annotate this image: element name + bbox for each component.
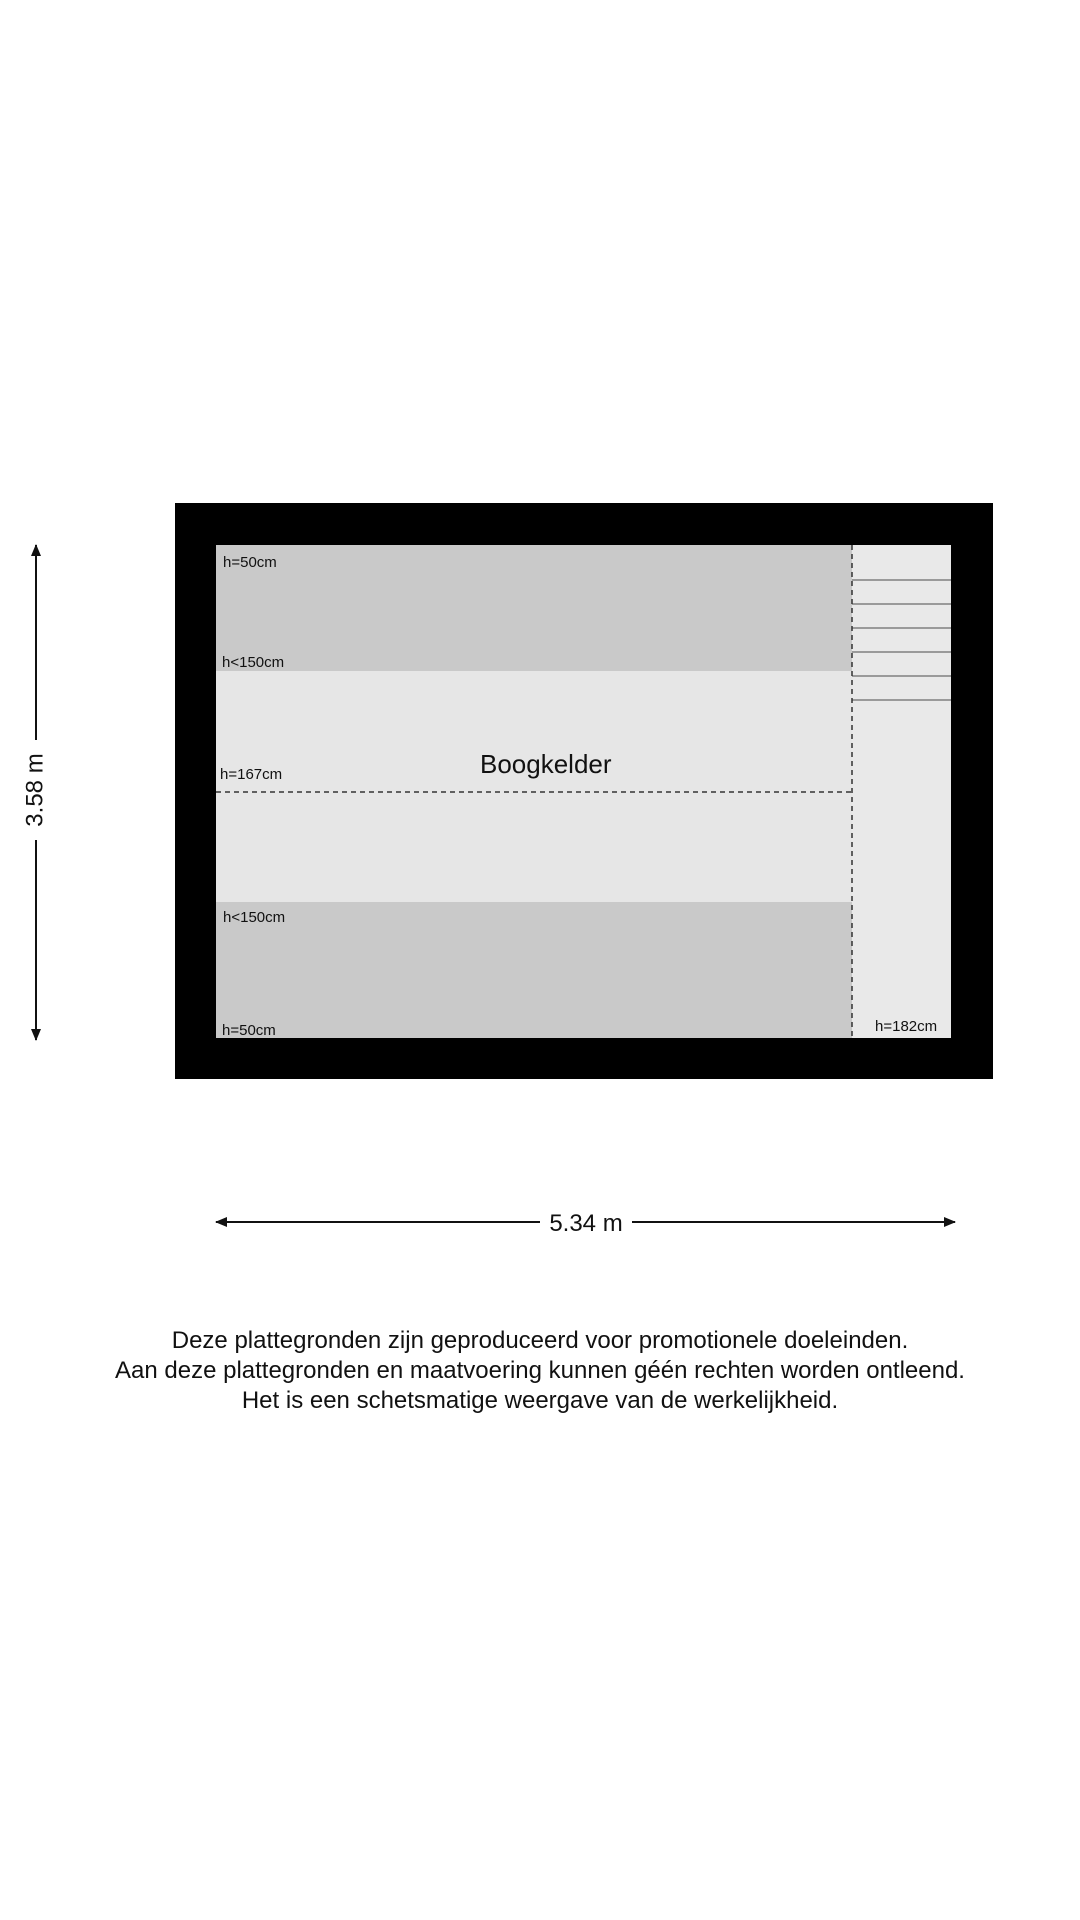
height-label-bottom-slope: h<150cm <box>223 909 286 926</box>
stair-area <box>852 545 951 1038</box>
disclaimer <box>0 1326 1080 1416</box>
disclaimer-line-3: Het is een schetsmatige weergave van de werkelijkheid. <box>241 1387 839 1414</box>
disclaimer-line-1: Deze plattegronden zijn geproduceerd voor promotionele doeleinden. <box>171 1327 909 1354</box>
low-ceiling-zone-top <box>216 545 852 671</box>
depth-dimension-label: 3.58 m <box>21 753 49 827</box>
disclaimer-line-2: Aan deze plattegronden en maatvoering kunnen géén rechten worden ontleend. <box>115 1357 965 1384</box>
height-label-top-edge: h=50cm <box>223 554 277 571</box>
height-label-stair-zone: h=182cm <box>875 1018 938 1035</box>
room-name: Boogkelder <box>480 749 612 779</box>
height-label-center: h=167cm <box>220 766 283 783</box>
height-label-bottom-edge: h=50cm <box>222 1022 276 1039</box>
full-height-zone <box>216 671 852 902</box>
width-dimension-label: 5.34 m <box>549 1210 623 1237</box>
low-ceiling-zone-bottom <box>216 902 852 1038</box>
height-label-top-slope: h<150cm <box>222 654 285 671</box>
